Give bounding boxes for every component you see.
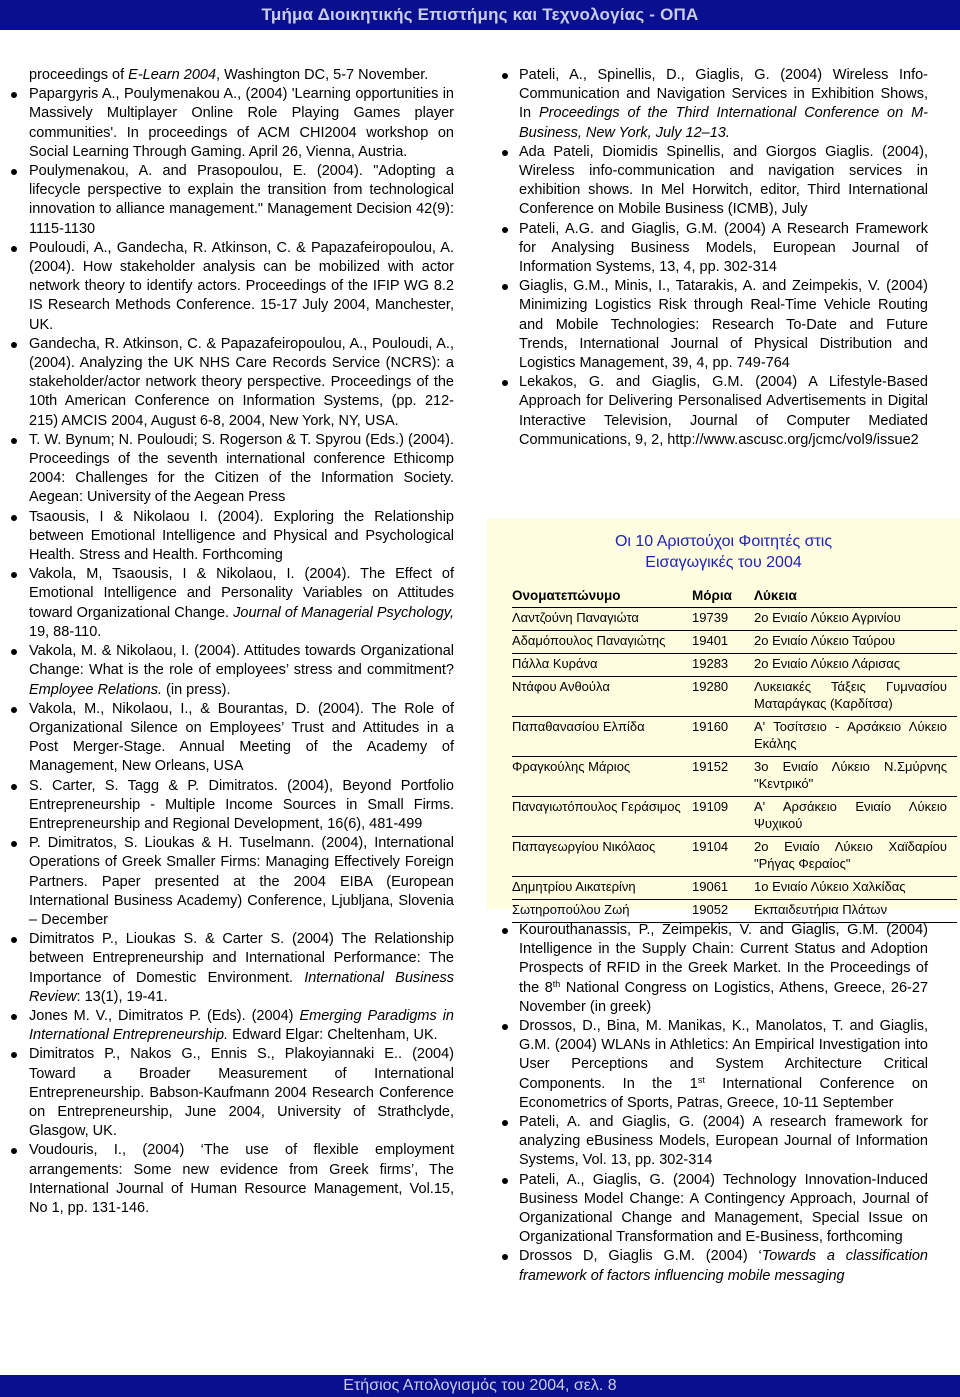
table-row [512,836,957,876]
top-students-title [487,531,960,573]
table-row [512,676,957,716]
student-score: 19109 [692,799,729,814]
reference-item: Tsaousis, I & Nikolaou I. (2004). Exploring the Relationship between Emotional Intelligence and Physical and Psychological Health. Stress and Health. Forthcoming [29,508,454,566]
student-score: 19061 [692,879,729,894]
column-header-score: Μόρια [692,588,732,603]
student-score: 19401 [692,633,729,648]
student-score: 19283 [692,656,729,671]
reference-item: Drossos, D., Bina, M. Manikas, K., Manolatos, T. and Giaglis, G.M. (2004) WLANs in Athletics: An Empirical Investigation into User Perceptions and System Architecture Critical Components. In the 1st International Conference on Econometrics of Sports, Patras, Greece, 10-11 September [519,1017,928,1113]
reference-item: Pateli, A. and Giaglis, G. (2004) A research framework for analyzing eBusiness Models, European Journal of Information Systems, Vol. 13, pp. 302-314 [519,1113,928,1171]
table-row [512,716,957,756]
reference-item: Voudouris, I., (2004) ‘The use of flexible employment arrangements: Some new evidence from Greek firms’, The International Journal of Human Resource Management, Vol.15, No 1, pp. 131-146. [29,1141,454,1218]
column-header-name: Ονοματεπώνυμο [512,588,621,603]
table-body [512,607,957,923]
reference-item: Vakola, M, Tsaousis, I & Nikolaou, I. (2004). The Effect of Emotional Intelligence and Personality Variables on Attitudes toward Organizational Change. Journal of Managerial Psychology, 19, 88-110. [29,565,454,642]
reference-list [29,66,454,1218]
reference-item: Vakola, M., Nikolaou, I., & Bourantas, D. (2004). The Role of Organizational Silence on Employees’ Trust and Attitudes in a Post Merger-Stage. Annual Meeting of the Academy of Management, New Orleans, USA [29,700,454,777]
reference-item: Kourouthanassis, P., Zeimpekis, V. and Giaglis, G.M. (2004) Intelligence in the Supply Chain: Current Status and Adoption Prospects of RFID in the Greek Market. In the Proceedings of the 8th National Congress on Logistics, Athens, Greece, 26-27 November (in greek) [519,921,928,1017]
reference-item: S. Carter, S. Tagg & P. Dimitratos. (2004), Beyond Portfolio Entrepreneurship - Multiple Income Sources in Small Firms. Entrepreneurship and Regional Development, 16(6), 481-499 [29,777,454,835]
reference-item: Pateli, A., Spinellis, D., Giaglis, G. (2004) Wireless Info-Communication and Navigation Services in Exhibition Shows, In Proceedings of the Third International Conference on M-Business, New York, July 12–13. [519,66,928,143]
table-row [512,607,957,630]
reference-item: Dimitratos P., Nakos G., Ennis S., Plakoyiannaki E.. (2004) Toward a Broader Measurement of International Entrepreneurship. Babson-Kaufmann 2004 Research Conference on Entrepreneurship, June 2004, University of Strathclyde, Glasgow, UK. [29,1045,454,1141]
reference-item: Dimitratos P., Lioukas S. & Carter S. (2004) The Relationship between Entrepreneurship and International Performance: The Importance of Domestic Environment. International Business Review: 13(1), 19-41. [29,930,454,1007]
student-name: Παπαθανασίου Ελπίδα [512,719,645,734]
student-school: 2ο Ενιαίο Λύκειο Αγρινίου [754,610,901,625]
student-name: Λαντζούνη Παναγιώτα [512,610,639,625]
references-right-column-bottom [519,921,928,1286]
student-score: 19280 [692,679,729,694]
student-name: Αδαμόπουλος Παναγιώτης [512,633,666,648]
student-score: 19739 [692,610,729,625]
page-header: Τμήμα Διοικητικής Επιστήμης και Τεχνολογίας - ΟΠΑ [0,0,960,30]
reference-item: Vakola, M. & Nikolaou, I. (2004). Attitudes towards Organizational Change: What is the role of employees’ stress and commitment? Employee Relations. (in press). [29,642,454,700]
table-row [512,796,957,836]
reference-item: Drossos D, Giaglis G.M. (2004) ‘Towards a classification framework of factors influencing mobile messaging [519,1247,928,1285]
student-school: Εκπαιδευτήρια Πλάτων [754,902,888,917]
reference-item: Giaglis, G.M., Minis, I., Tatarakis, A. and Zeimpekis, V. (2004) Minimizing Logistics Risk through Real-Time Vehicle Routing and Mobile Technologies: Research To-Date and Future Trends, International Journal of Physical Distribution and Logistics Management, 39, 4, pp. 749-764 [519,277,928,373]
top-students-title-line1: Οι 10 Αριστούχοι Φοιτητές στις [614,533,833,550]
reference-list [519,921,928,1286]
student-school: Α' Τοσίτσειο - Αρσάκειο Λύκειο Εκάλης [754,719,947,751]
reference-item: Pouloudi, A., Gandecha, R. Atkinson, C. & Papazafeiropoulou, A. (2004). How stakeholder analysis can be mobilized with actor network theory to identify actors. Proceedings of the IFIP WG 8.2 IS Research Methods Conference. 15-17 July 2004, Manchester, UK. [29,239,454,335]
reference-item: P. Dimitratos, S. Lioukas & H. Tuselmann. (2004), International Operations of Greek Smaller Firms: Managing Effectively Foreign Partners. Paper presented at the 2004 EIBA (European International Business Academy) Conference, Ljubljana, Slovenia – December [29,834,454,930]
student-score: 19104 [692,839,729,854]
top-students-table [512,587,957,923]
student-score: 19160 [692,719,729,734]
table-row [512,899,957,923]
student-name: Σωτηροπούλου Ζωή [512,902,630,917]
reference-item: T. W. Bynum; N. Pouloudi; S. Rogerson & T. Spyrou (Eds.) (2004). Proceedings of the seventh international conference Ethicomp 2004: Challenges for the Citizen of the Information Society. Aegean: University of the Aegean Press [29,431,454,508]
reference-item: Poulymenakou, A. and Prasopoulou, E. (2004). "Adopting a lifecycle perspective to explain the transition from technological innovation to alliance management." Management Decision 42(9): 1115-1130 [29,162,454,239]
reference-item: Pateli, A.G. and Giaglis, G.M. (2004) A Research Framework for Analysing Business Models, European Journal of Information Systems, 13, 4, pp. 302-314 [519,220,928,278]
student-school: 2ο Ενιαίο Λύκειο Λάρισας [754,656,901,671]
reference-item: Lekakos, G. and Giaglis, G.M. (2004) A Lifestyle-Based Approach for Delivering Personalised Advertisements in Digital Interactive Television, Journal of Computer Mediated Communications, 9, 2, http://www.ascusc.org/jcmc/vol9/issue2 [519,373,928,450]
student-name: Παναγιωτόπουλος Γεράσιμος [512,799,681,814]
student-school: 2ο Ενιαίο Λύκειο Χαϊδαρίου "Ρήγας Φεραίος" [754,839,947,871]
student-school: 2ο Ενιαίο Λύκειο Ταύρου [754,633,896,648]
student-name: Ντάφου Ανθούλα [512,679,610,694]
reference-item: Gandecha, R. Atkinson, C. & Papazafeiropoulou, A., Pouloudi, A., (2004). Analyzing the UK NHS Care Records Service (NCRS): a stakeholder/actor network theory perspective. Proceedings of the 10th American Conference on Information Systems, (pp. 212- 215) AMCIS 2004, August 6-8, 2004, New York, NY, USA. [29,335,454,431]
table-header-row [512,587,957,604]
student-score: 19052 [692,902,729,917]
table-row [512,630,957,653]
reference-item: Ada Pateli, Diomidis Spinellis, and Giorgos Giaglis. (2004), Wireless info-communication and navigation services in exhibition shows. In Mel Horwitch, editor, Third International Conference on Mobile Business (ICMB), July [519,143,928,220]
reference-item: Pateli, A., Giaglis, G. (2004) Technology Innovation-Induced Business Model Change: A Contingency Approach, Journal of Organizational Change and Management, Special Issue on Organizational Transformation and E-Business, forthcoming [519,1171,928,1248]
references-right-column-top [519,66,928,450]
top-students-title-line2: Εισαγωγικές του 2004 [645,554,802,571]
student-name: Δημητρίου Αικατερίνη [512,879,636,894]
student-score: 19152 [692,759,729,774]
student-name: Παπαγεωργίου Νικόλαος [512,839,656,854]
student-name: Πάλλα Κυράνα [512,656,598,671]
table-row [512,653,957,676]
student-school: 1ο Ενιαίο Λύκειο Χαλκίδας [754,879,906,894]
reference-list [519,66,928,450]
student-school: Λυκειακές Τάξεις Γυμνασίου Ματαράγκας (Καρδίτσα) [754,679,947,711]
reference-item: Jones M. V., Dimitratos P. (Eds). (2004) Emerging Paradigms in International Entrepreneurship. Edward Elgar: Cheltenham, UK. [29,1007,454,1045]
student-school: 3ο Ενιαίο Λύκειο Ν.Σμύρνης "Κεντρικό" [754,759,947,791]
column-header-school: Λύκεια [754,588,797,603]
student-name: Φραγκούλης Μάριος [512,759,631,774]
table-row [512,876,957,899]
page-footer: Ετήσιος Απολογισμός του 2004, σελ. 8 [0,1375,960,1397]
reference-item: proceedings of E-Learn 2004, Washington DC, 5-7 November. [29,67,429,83]
reference-item: Papargyris A., Poulymenakou A., (2004) 'Learning opportunities in Massively Multiplayer Online Role Playing Games player communities'. In proceedings of ACM CHI2004 workshop on Social Learning Through Gaming. April 26, Vienna, Austria. [29,85,454,162]
student-school: Α' Αρσάκειο Ενιαίο Λύκειο Ψυχικού [754,799,947,831]
table-row [512,756,957,796]
references-left-column [29,66,454,1218]
top-students-box [487,519,960,917]
